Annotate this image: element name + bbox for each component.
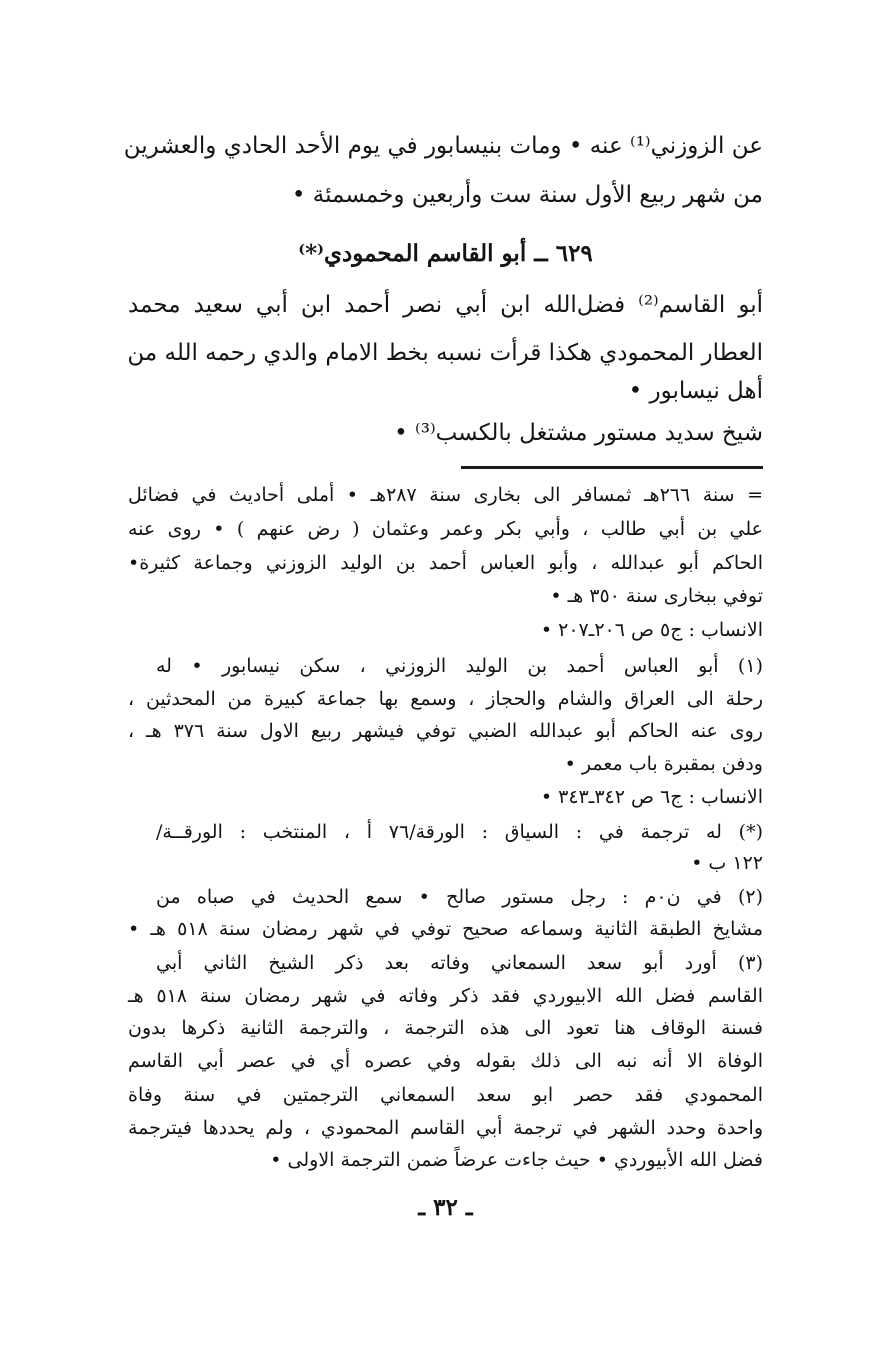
footnote-line: (٣) أورد أبو سعد السمعاني وفاته بعد ذكر الشيخ الثاني أبي — [156, 952, 763, 974]
footnote-source: الانساب : ج٦ ص ٣٤٢ـ٣٤٣ • — [540, 786, 763, 808]
page-number: ـ ٣٢ ـ — [418, 1194, 473, 1221]
footnote-line: = سنة ٢٦٦هـ ثمسافر الى بخارى سنة ٢٨٧هـ • أملى أحاديث في فضائل — [128, 484, 763, 506]
book-page — [123, 0, 764, 1348]
footnote-line: الوفاة الا أنه نبه الى ذلك بقوله وفي عصره أي في عصر أبي القاسم — [128, 1050, 763, 1072]
footnote-line: مشايخ الطبقة الثانية وسماعه صحيح توفي في شهر رمضان سنة ٥١٨ هـ • — [128, 918, 764, 940]
main-text-line: أبو القاسم⁽²⁾ فضل‌الله ابن أبي نصر أحمد ابن أبي سعيد محمد — [128, 292, 763, 318]
entry-heading: ٦٢٩ ــ أبو القاسم المحمودي⁽*⁾ — [298, 240, 593, 267]
footnote-line: روى عنه الحاكم أبو عبدالله الضبي توفي فيشهر ربيع الاول سنة ٣٧٦ هـ ، — [128, 720, 763, 742]
footnote-line: واحدة وحدد الشهر في ترجمة أبي القاسم المحمودي ، ولم يحددها فيترجمة — [128, 1117, 763, 1139]
footnote-line: المحمودي فقد حصر ابو سعد السمعاني الترجمتين في سنة وفاة — [128, 1084, 763, 1106]
footnote-source: الانساب : ج٥ ص ٢٠٦ـ٢٠٧ • — [540, 619, 763, 641]
footnote-line: علي بن أبي طالب ، وأبي بكر وعمر وعثمان ( رض عنهم ) • روى عنه — [128, 518, 763, 540]
footnote-line: (٢) في ن٠م : رجل مستور صالح • سمع الحديث في صباه من — [156, 886, 764, 908]
main-text-line: شيخ سديد مستور مشتغل بالكسب⁽³⁾ • — [394, 420, 763, 446]
main-text-line: من شهر ربيع الأول سنة ست وأربعين وخمسمئة • — [291, 182, 763, 208]
footnote-line: فسنة الوقاف هنا تعود الى هذه الترجمة ، والترجمة الثانية ذكرها بدون — [128, 1017, 763, 1039]
main-text-line: عن الزوزني⁽¹⁾ عنه • ومات بنيسابور في يوم الأحد الحادي والعشرين — [123, 133, 763, 159]
footnote-divider — [461, 466, 763, 469]
main-text-line: أهل نيسابور • — [628, 378, 763, 404]
footnote-line: (*) له ترجمة في : السياق : الورقة/٧٦ أ ، المنتخب : الورقــة/ — [156, 821, 764, 843]
footnote-line: الحاكم أبو عبدالله ، وأبو العباس أحمد بن الوليد الزوزني وجماعة كثيرة• — [128, 552, 763, 574]
footnote-line: فضل الله الأبيوردي • حيث جاءت عرضاً ضمن الترجمة الاولى • — [270, 1149, 763, 1171]
footnote-line: ١٢٢ ب • — [691, 852, 763, 874]
footnote-line: ودفن بمقبرة باب معمر • — [564, 753, 763, 775]
footnote-line: رحلة الى العراق والشام والحجاز ، وسمع بها جماعة كبيرة من المحدثين ، — [128, 688, 763, 710]
footnote-line: (١) أبو العباس أحمد بن الوليد الزوزني ، سكن نيسابور • له — [156, 655, 763, 677]
footnote-line: توفي ببخارى سنة ٣٥٠ هـ • — [550, 585, 763, 607]
main-text-line: العطار المحمودي هكذا قرأت نسبه بخط الامام والدي رحمه الله من — [127, 340, 763, 366]
footnote-line: القاسم فضل الله الابيوردي فقد ذكر وفاته في شهر رمضان سنة ٥١٨ هـ — [128, 985, 763, 1007]
